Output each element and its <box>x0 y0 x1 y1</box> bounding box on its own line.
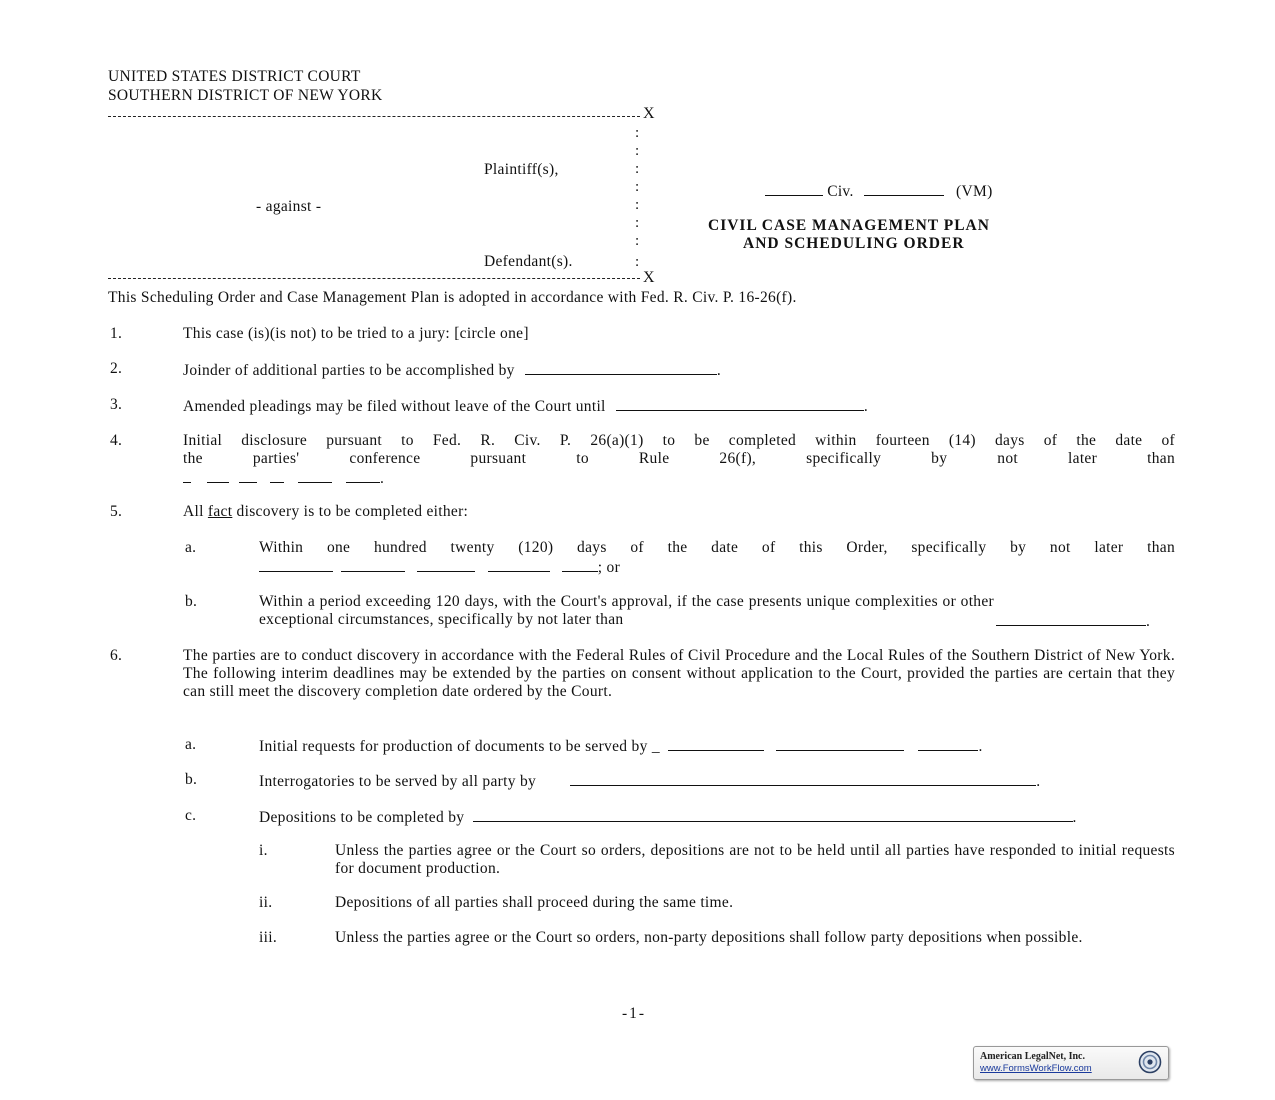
item-end: . <box>863 398 869 415</box>
caption-top-divider <box>108 116 640 117</box>
item-text: Amended pleadings may be filed without leave of the Court until <box>183 398 606 415</box>
document-title-line1: CIVIL CASE MANAGEMENT PLAN <box>708 217 990 234</box>
caption-colon: : <box>635 254 640 270</box>
item-text: The parties are to conduct discovery in accordance with the Federal Rules of Civil Procedure and the Local Rules of the Southern District of New York. The following interim deadlines may be extended by the parties on consent without application to the Court, provided the parties are certain that they can still meet the discovery completion date ordered by the Court. <box>183 647 1175 700</box>
roman-text: Depositions of all parties shall proceed during the same time. <box>335 894 734 911</box>
plaintiff-label: Plaintiff(s), <box>484 161 559 178</box>
defendant-label: Defendant(s). <box>484 253 573 270</box>
court-name: UNITED STATES DISTRICT COURT <box>108 68 361 85</box>
item-number: 5. <box>110 503 123 520</box>
roman-label: ii. <box>259 894 273 911</box>
item-text: discovery is to be completed either: <box>236 503 469 520</box>
depositions-date-field[interactable] <box>473 807 1073 822</box>
caption-colon: : <box>635 197 640 213</box>
document-requests-date-field[interactable] <box>668 736 764 751</box>
sub-item-text: Depositions to be completed by <box>259 809 465 826</box>
against-label: - against - <box>256 198 322 215</box>
sub-item-label: a. <box>185 736 197 753</box>
item-number: 1. <box>110 325 123 342</box>
item-text: Joinder of additional parties to be accomplished by <box>183 362 515 379</box>
caption-colon: : <box>635 179 640 195</box>
sub-item-row <box>259 807 1077 827</box>
page-number: -1- <box>622 1005 647 1022</box>
item-end: . <box>1146 613 1151 630</box>
docket-year-blank[interactable] <box>765 181 823 196</box>
item-end: . <box>1072 809 1077 826</box>
publisher-link[interactable]: www.FormsWorkFlow.com <box>980 1063 1092 1074</box>
joinder-date-field[interactable] <box>525 360 717 375</box>
sub-item-label: a. <box>185 539 197 556</box>
item-text-emphasis: fact <box>207 503 233 520</box>
caption-colon: : <box>635 215 640 231</box>
document-title-line2: AND SCHEDULING ORDER <box>743 235 965 252</box>
caption-colon: : <box>635 125 640 141</box>
globe-icon <box>1138 1050 1162 1074</box>
interrogatories-date-field[interactable] <box>570 771 1036 786</box>
item-end: . <box>379 470 385 487</box>
roman-text: Unless the parties agree or the Court so orders, depositions are not to be held until all parties have responded to initial requests for document production. <box>335 842 1175 877</box>
roman-label: i. <box>259 842 268 859</box>
fact-discovery-extended-date-field[interactable] <box>996 611 1150 631</box>
sub-item-text: Interrogatories to be served by all party by <box>259 773 537 790</box>
item-number: 4. <box>110 432 123 449</box>
item-pre: _ <box>651 738 660 755</box>
publisher-name: American LegalNet, Inc. <box>980 1051 1085 1062</box>
district-name: SOUTHERN DISTRICT OF NEW YORK <box>108 87 383 104</box>
sub-item-label: c. <box>185 807 197 824</box>
caption-x-bottom: X <box>643 269 655 286</box>
caption-colon: : <box>635 143 640 159</box>
item-end: ; or <box>597 559 621 576</box>
item-text-row <box>183 360 721 380</box>
item-text: Initial disclosure pursuant to Fed. R. Civ. P. 26(a)(1) to be completed within fourteen (14) days of the date of <box>183 432 1175 449</box>
item-number: 3. <box>110 396 123 413</box>
item-end: . <box>1036 773 1041 790</box>
roman-label: iii. <box>259 929 277 946</box>
roman-text: Unless the parties agree or the Court so orders, non-party depositions shall follow party depositions when possible. <box>335 929 1083 946</box>
caption-bottom-divider <box>108 278 640 279</box>
publisher-logo[interactable] <box>973 1046 1169 1080</box>
judge-initials: (VM) <box>956 183 993 200</box>
item-end: . <box>716 362 722 379</box>
sub-item-label: b. <box>185 771 198 788</box>
caption-colon: : <box>635 233 640 249</box>
document-requests-date-field[interactable] <box>776 736 904 751</box>
item-text: the parties' conference pursuant to Rule 26(f), specifically by not later than <box>183 450 1175 467</box>
item-text: This case (is)(is not) to be tried to a jury: [circle one] <box>183 325 529 342</box>
caption-colon: : <box>635 161 640 177</box>
fact-discovery-120-date-field[interactable] <box>259 557 620 577</box>
sub-item-label: b. <box>185 593 198 610</box>
item-text-row <box>183 396 868 416</box>
intro-paragraph: This Scheduling Order and Case Management Plan is adopted in accordance with Fed. R. Civ. P. 16-26(f). <box>108 289 797 306</box>
amended-pleadings-date-field[interactable] <box>616 396 864 411</box>
sub-item-row <box>259 771 1040 791</box>
sub-item-text: Within one hundred twenty (120) days of the date of this Order, specifically by not later than <box>259 539 1175 556</box>
caption-x-top: X <box>643 105 655 122</box>
initial-disclosure-date-field[interactable] <box>183 468 384 488</box>
docket-number <box>765 181 993 201</box>
document-requests-date-field[interactable] <box>918 736 978 751</box>
item-number: 6. <box>110 647 123 664</box>
item-number: 2. <box>110 360 123 377</box>
sub-item-text: Within a period exceeding 120 days, with the Court's approval, if the case presents unique complexities or other exceptional circumstances, specifically by not later than <box>259 593 994 628</box>
item-text-row <box>183 503 468 521</box>
docket-number-blank[interactable] <box>864 181 944 196</box>
sub-item-text: Initial requests for production of documents to be served by <box>259 738 648 755</box>
item-text: All <box>183 503 204 520</box>
sub-item-row <box>259 736 983 756</box>
item-end: . <box>978 738 983 755</box>
civ-label: Civ. <box>827 183 854 200</box>
